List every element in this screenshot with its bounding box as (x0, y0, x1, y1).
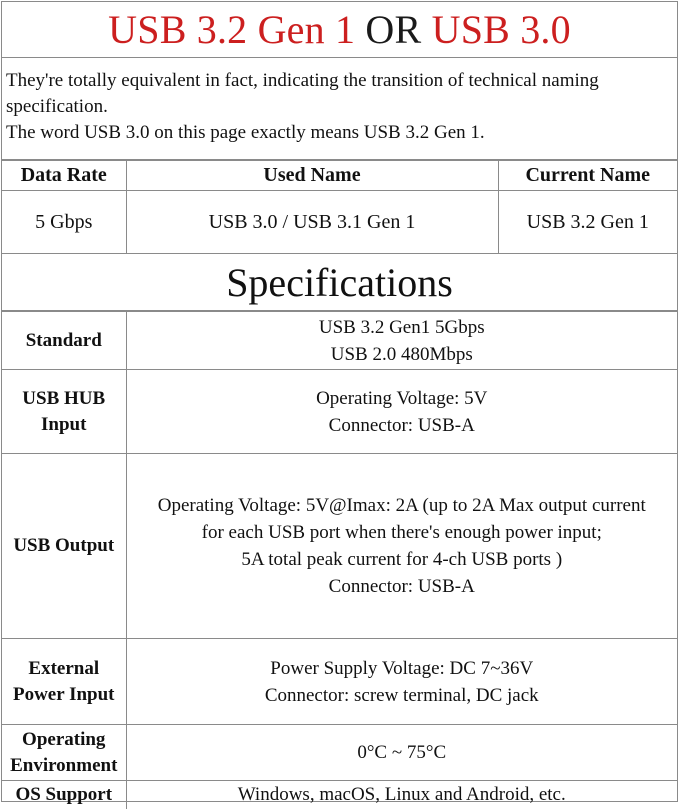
spec-value-operating-environment: 0°C ~ 75°C (126, 725, 677, 781)
spec-label-os-support: OS Support (2, 781, 126, 809)
intro-paragraph (2, 58, 677, 160)
table-row (2, 191, 677, 254)
spec-value-line: Connector: USB-A (328, 576, 475, 597)
spec-label-line: USB Output (13, 535, 115, 556)
spec-row-usb-output (2, 454, 677, 639)
spec-value-line: USB 2.0 480Mbps (330, 343, 473, 365)
spec-label-standard (2, 312, 126, 370)
spec-value-line: for each USB port when there's enough power input; (201, 522, 602, 543)
spec-value-usb-output (126, 454, 677, 639)
spec-label-hub-input (2, 370, 126, 454)
page-title (2, 2, 677, 58)
spec-value-line: Connector: screw terminal, DC jack (264, 684, 539, 706)
spec-sheet (1, 1, 678, 806)
intro-line-3: The word USB 3.0 on this page exactly means USB 3.2 Gen 1. (6, 122, 485, 143)
spec-row-operating-environment (2, 725, 677, 781)
spec-value-line: 5A total peak current for 4-ch USB ports ) (241, 549, 563, 570)
spec-value-external-power (126, 639, 677, 725)
spec-value-os-support: Windows, macOS, Linux and Android, etc. (126, 781, 677, 809)
spec-value-line: Connector: USB-A (328, 414, 475, 436)
title-or: OR (355, 7, 432, 52)
spec-label-line: USB HUB (22, 387, 106, 409)
cell-current-name: USB 3.2 Gen 1 (498, 191, 677, 254)
intro-line-2: specification. (6, 96, 108, 117)
spec-value-line: Operating Voltage: 5V (316, 387, 488, 409)
spec-value-line: Power Supply Voltage: DC 7~36V (270, 657, 534, 679)
specifications-heading: Specifications (2, 254, 677, 311)
spec-row-os-support (2, 781, 677, 809)
intro-line-1: They're totally equivalent in fact, indicating the transition of technical naming (6, 70, 599, 91)
spec-label-line: Environment (10, 754, 118, 776)
header-data-rate: Data Rate (2, 161, 126, 191)
spec-label-line: Standard (25, 329, 102, 351)
spec-value-line: USB 3.2 Gen1 5Gbps (318, 316, 485, 338)
cell-used-name: USB 3.0 / USB 3.1 Gen 1 (126, 191, 498, 254)
spec-value-standard (126, 312, 677, 370)
header-used-name: Used Name (126, 161, 498, 191)
header-current-name: Current Name (498, 161, 677, 191)
title-usb30: USB 3.0 (431, 7, 571, 52)
naming-table-header (2, 161, 677, 191)
spec-value-line: Operating Voltage: 5V@Imax: 2A (up to 2A Max output current (157, 495, 646, 516)
spec-row-hub-input (2, 370, 677, 454)
spec-label-usb-output (2, 454, 126, 639)
spec-label-external-power (2, 639, 126, 725)
title-usb32: USB 3.2 Gen 1 (108, 7, 356, 52)
specifications-table (2, 311, 677, 809)
spec-label-line: Input (41, 413, 87, 435)
spec-value-hub-input (126, 370, 677, 454)
spec-label-line: Power Input (12, 683, 115, 705)
naming-table (2, 160, 677, 254)
spec-row-standard (2, 312, 677, 370)
cell-data-rate: 5 Gbps (2, 191, 126, 254)
spec-label-line: Operating (22, 728, 106, 750)
spec-label-operating-environment (2, 725, 126, 781)
spec-label-line: External (28, 657, 100, 679)
spec-row-external-power (2, 639, 677, 725)
